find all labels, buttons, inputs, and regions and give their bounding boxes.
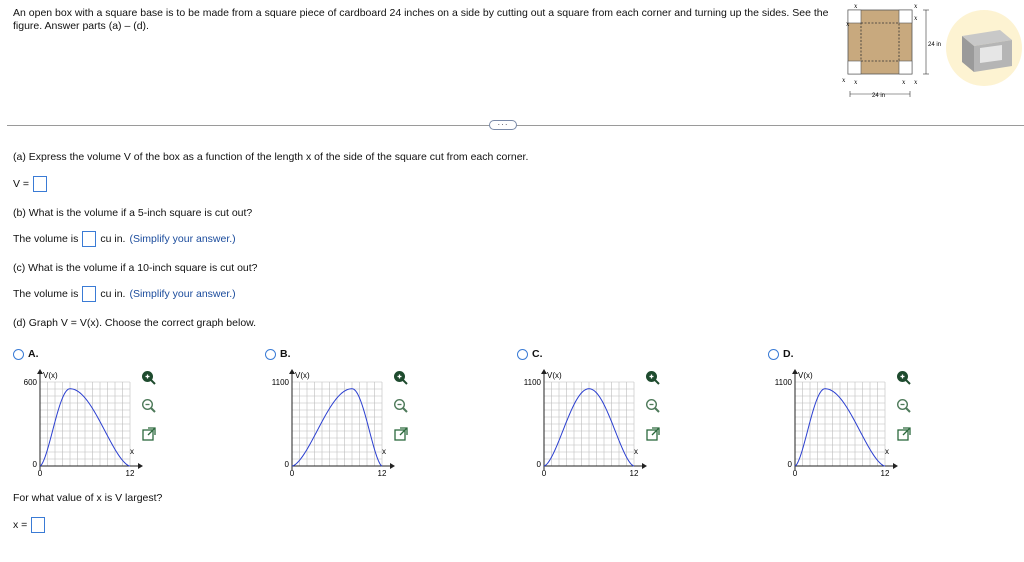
popout-icon[interactable] <box>896 426 912 442</box>
x-origin-label: 0 <box>792 469 798 478</box>
option-a-letter: A. <box>28 348 39 360</box>
option-d-letter: D. <box>783 348 794 360</box>
zoom-in-icon[interactable] <box>141 370 157 386</box>
zoom-out-icon[interactable] <box>393 398 409 414</box>
y-axis-label: V(x) <box>295 371 310 380</box>
zoom-out-icon[interactable] <box>141 398 157 414</box>
popout-icon[interactable] <box>141 426 157 442</box>
x-axis-label: x <box>382 447 386 456</box>
x-axis-label: x <box>130 447 134 456</box>
part-d-question: (d) Graph V = V(x). Choose the correct graph below. <box>13 317 257 329</box>
fig-x-label-4: x <box>914 15 918 22</box>
option-c-letter: C. <box>532 348 543 360</box>
zoom-out-icon[interactable] <box>645 398 661 414</box>
part-c-answer-row <box>13 286 236 302</box>
volume-function-input[interactable] <box>33 176 47 192</box>
x-max-tick-label: 12 <box>880 469 890 478</box>
x-origin-label: 0 <box>289 469 295 478</box>
part-c-hint: (Simplify your answer.) <box>129 288 236 300</box>
fig-side-label-bottom: 24 in <box>872 93 886 99</box>
option-c-graph <box>517 366 647 486</box>
x-max-tick-label: 12 <box>629 469 639 478</box>
y-axis-label: V(x) <box>43 371 58 380</box>
zoom-in-icon[interactable] <box>896 370 912 386</box>
zoom-out-icon[interactable] <box>896 398 912 414</box>
option-c-header[interactable] <box>517 348 543 360</box>
x-axis-label: x <box>885 447 889 456</box>
option-a-radio[interactable] <box>13 349 24 360</box>
y-origin-label: 0 <box>284 460 289 469</box>
part-e-prefix: x = <box>13 519 28 531</box>
fig-side-label-right: 24 in <box>928 42 942 48</box>
problem-prompt: An open box with a square base is to be made from a square piece of cardboard 24 inches on a side by cutting out a square from each corner and turning up the sides. See the figure. Answer parts (a) – (d). <box>13 7 829 32</box>
option-d-radio[interactable] <box>768 349 779 360</box>
part-a-prefix: V = <box>13 178 30 190</box>
part-e-answer-row <box>13 517 45 533</box>
option-b-radio[interactable] <box>265 349 276 360</box>
option-d-header[interactable] <box>768 348 794 360</box>
y-max-tick-label: 1100 <box>271 378 289 387</box>
option-a-graph <box>13 366 143 486</box>
cardboard-figure <box>840 4 940 104</box>
part-b-hint: (Simplify your answer.) <box>129 233 236 245</box>
zoom-in-icon[interactable] <box>645 370 661 386</box>
part-c-unit: cu in. <box>100 288 126 300</box>
volume-10in-input[interactable] <box>82 286 96 302</box>
y-axis-label: V(x) <box>798 371 813 380</box>
fig-x-label-7: x <box>902 79 906 86</box>
y-axis-label: V(x) <box>547 371 562 380</box>
y-origin-label: 0 <box>32 460 37 469</box>
popout-icon[interactable] <box>645 426 661 442</box>
fig-x-label-3: x <box>914 3 918 10</box>
popout-icon[interactable] <box>393 426 409 442</box>
x-origin-label: 0 <box>37 469 43 478</box>
part-a-answer-row <box>13 176 47 192</box>
fig-x-label-1: x <box>846 21 850 28</box>
x-largest-input[interactable] <box>31 517 45 533</box>
part-c-prefix: The volume is <box>13 288 79 300</box>
part-c-question: (c) What is the volume if a 10-inch square is cut out? <box>13 262 258 274</box>
y-origin-label: 0 <box>787 460 792 469</box>
y-origin-label: 0 <box>536 460 541 469</box>
option-b-graph <box>265 366 395 486</box>
x-max-tick-label: 12 <box>125 469 135 478</box>
part-a-question: (a) Express the volume V of the box as a function of the length x of the side of the square cut from each corner. <box>13 151 529 163</box>
fig-x-label-8: x <box>914 79 918 86</box>
option-a-header[interactable] <box>13 348 39 360</box>
option-d-graph <box>768 366 898 486</box>
y-max-tick-label: 600 <box>23 378 37 387</box>
y-max-tick-label: 1100 <box>523 378 541 387</box>
option-c-radio[interactable] <box>517 349 528 360</box>
x-max-tick-label: 12 <box>377 469 387 478</box>
part-b-unit: cu in. <box>100 233 126 245</box>
part-b-question: (b) What is the volume if a 5-inch square is cut out? <box>13 207 253 219</box>
x-axis-label: x <box>634 447 638 456</box>
fig-x-label-6: x <box>854 79 858 86</box>
x-origin-label: 0 <box>541 469 547 478</box>
volume-5in-input[interactable] <box>82 231 96 247</box>
fig-x-label-2: x <box>854 3 858 10</box>
open-box-icon <box>946 10 1022 86</box>
option-b-header[interactable] <box>265 348 291 360</box>
y-max-tick-label: 1100 <box>774 378 792 387</box>
part-b-prefix: The volume is <box>13 233 79 245</box>
option-b-letter: B. <box>280 348 291 360</box>
zoom-in-icon[interactable] <box>393 370 409 386</box>
part-b-answer-row <box>13 231 236 247</box>
part-e-question: For what value of x is V largest? <box>13 492 163 504</box>
fig-x-label-5: x <box>842 77 846 84</box>
expand-more-button[interactable]: ··· <box>489 120 517 130</box>
